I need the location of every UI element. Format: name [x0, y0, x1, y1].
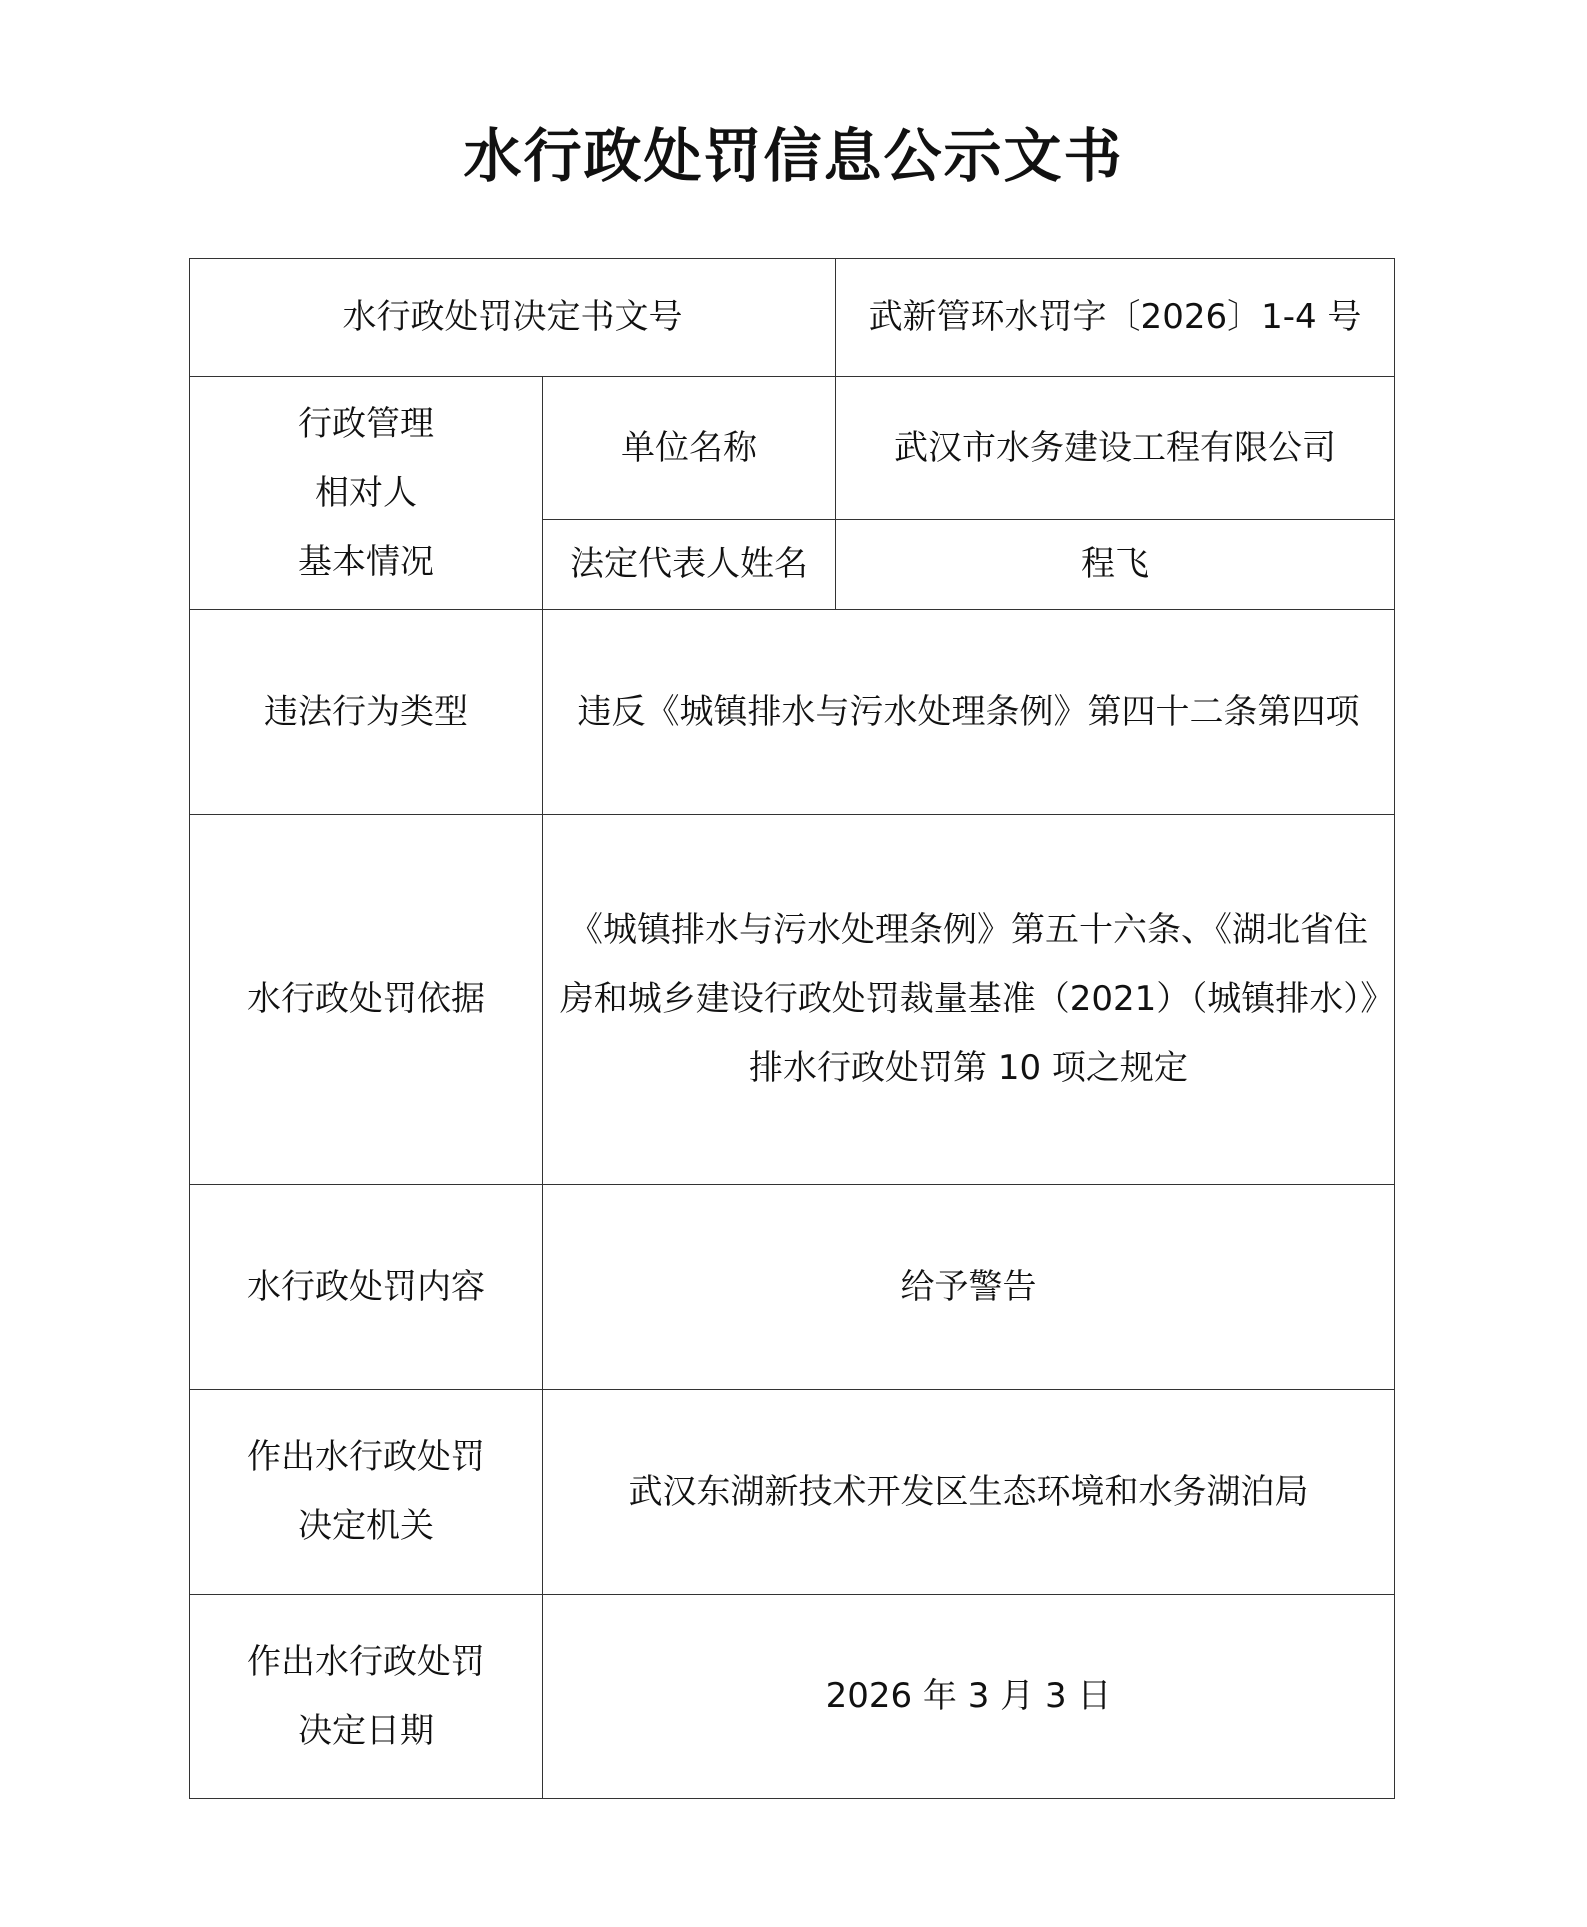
violation-type-value: 违反《城镇排水与污水处理条例》第四十二条第四项	[543, 610, 1395, 815]
penalty-basis-label: 水行政处罚依据	[190, 815, 543, 1185]
unit-name-value: 武汉市水务建设工程有限公司	[836, 377, 1395, 520]
authority-label-line-1: 作出水行政处罚	[247, 1437, 485, 1477]
decision-date-label	[190, 1595, 543, 1799]
row-decision-date	[190, 1595, 1395, 1799]
decision-date-value: 2026 年 3 月 3 日	[543, 1595, 1395, 1799]
date-label-line-1: 作出水行政处罚	[247, 1641, 485, 1682]
doc-number-label: 水行政处罚决定书文号	[190, 259, 836, 377]
row-penalty-content	[190, 1185, 1395, 1390]
authority-label-line-2: 决定机关	[298, 1506, 434, 1546]
document-title: 水行政处罚信息公示文书	[463, 122, 1124, 190]
violation-type-label: 违法行为类型	[190, 610, 543, 815]
party-label-line-1: 行政管理	[298, 403, 434, 444]
party-label-line-3: 基本情况	[298, 541, 434, 582]
deciding-authority-label	[190, 1390, 543, 1595]
row-penalty-basis	[190, 815, 1395, 1185]
legal-rep-value: 程飞	[836, 520, 1395, 610]
penalty-info-table	[189, 258, 1395, 1799]
row-deciding-authority	[190, 1390, 1395, 1595]
date-label-line-2: 决定日期	[298, 1710, 434, 1751]
unit-name-label: 单位名称	[543, 377, 836, 520]
row-violation-type	[190, 610, 1395, 815]
deciding-authority-value: 武汉东湖新技术开发区生态环境和水务湖泊局	[543, 1390, 1395, 1595]
row-doc-number	[190, 259, 1395, 377]
row-unit-name	[190, 377, 1395, 520]
party-info-label	[190, 377, 543, 610]
party-label-line-2: 相对人	[315, 472, 417, 513]
penalty-content-label: 水行政处罚内容	[190, 1185, 543, 1390]
legal-rep-label: 法定代表人姓名	[543, 520, 836, 610]
penalty-content-value: 给予警告	[543, 1185, 1395, 1390]
doc-number-value: 武新管环水罚字〔2026〕1-4 号	[836, 259, 1395, 377]
penalty-basis-value: 《城镇排水与污水处理条例》第五十六条、《湖北省住房和城乡建设行政处罚裁量基准（2021）（城镇排水）》排水行政处罚第 10 项之规定	[543, 815, 1395, 1185]
